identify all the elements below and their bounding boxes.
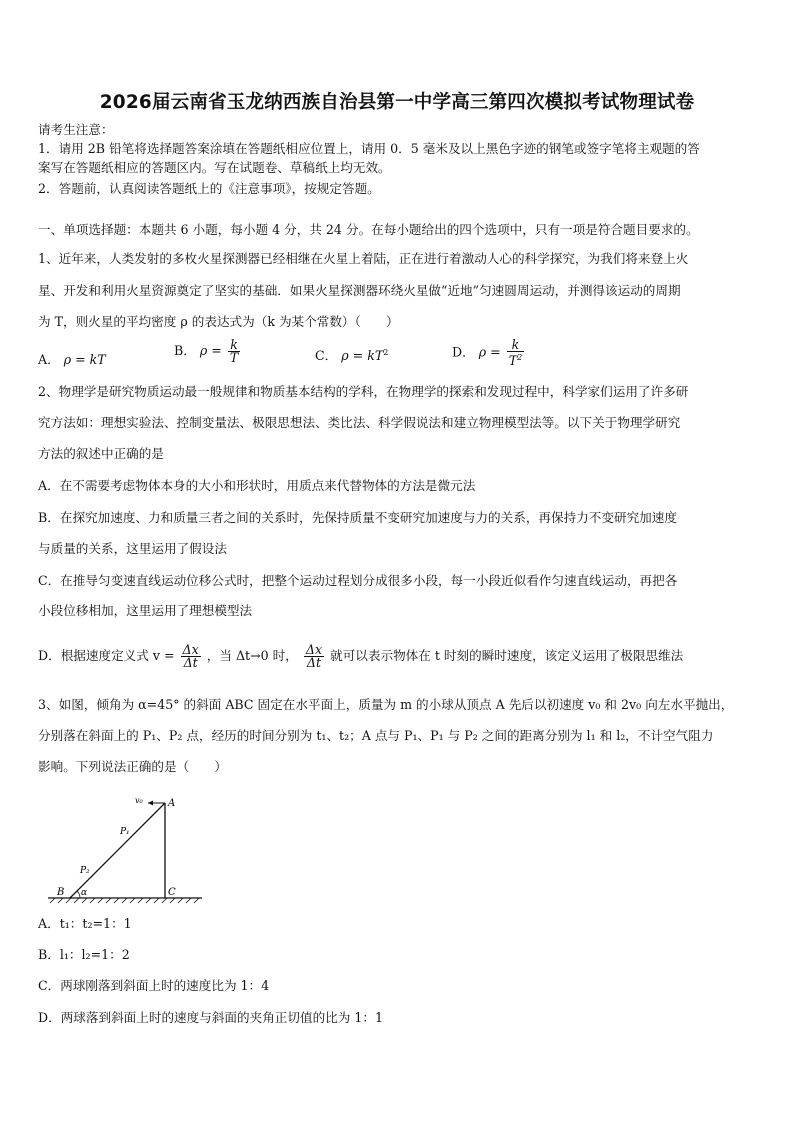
- label-c: C: [168, 887, 176, 898]
- label-v0: v₀: [135, 796, 143, 805]
- q1-option-b-numerator: k: [228, 339, 240, 352]
- q3-option-c[interactable]: C．两球刚落到斜面上时的速度比为 1：4: [38, 978, 270, 993]
- q2-option-d-numerator-2: Δx: [305, 642, 323, 657]
- q1-option-d-lhs: ρ =: [478, 344, 501, 360]
- notice-item-1-line-2: 案写在答题纸相应的答题区内。写在试题卷、草稿纸上均无效。: [38, 160, 391, 175]
- q2-option-c-line-2[interactable]: 小段位移相加，这里运用了理想模型法: [38, 603, 253, 618]
- q3-line-3: 影响。下列说法正确的是（ ）: [38, 759, 227, 774]
- q1-option-d-fraction: [507, 339, 525, 367]
- q2-option-d-fraction-2: [304, 644, 324, 669]
- q1-option-d-label: D．: [452, 344, 475, 360]
- q1-option-b-label: B．: [174, 343, 196, 358]
- q2-option-b-line-1[interactable]: B．在探究加速度、力和质量三者之间的关系时，先保持质量不变研究加速度与力的关系，再保持力不变研究加速度: [38, 510, 677, 525]
- q3-option-a[interactable]: A．t₁：t₂=1：1: [38, 916, 132, 931]
- q2-option-d-fraction-1: [181, 644, 201, 669]
- q2-option-d-denominator-2: Δt: [306, 655, 322, 670]
- section-1-heading: 一、单项选择题：本题共 6 小题，每小题 4 分，共 24 分。在每小题给出的四个选项中，只有一项是符合题目要求的。: [38, 222, 699, 237]
- label-b: B: [57, 887, 65, 898]
- q1-line-1: 1、近年来，人类发射的多枚火星探测器已经相继在火星上着陆，正在进行着激动人心的科学探究，为我们将来登上火: [38, 251, 689, 266]
- q2-option-d-part-1: D．根据速度定义式 v =: [38, 648, 175, 663]
- q2-option-d-numerator-1: Δx: [182, 642, 199, 657]
- q1-option-a-expr: ρ = kT: [63, 352, 106, 367]
- q3-line-2: 分别落在斜面上的 P₁、P₂ 点，经历的时间分别为 t₁、t₂；A 点与 P₁、P₁ 与 P₂ 之间的距离分别为 l₁ 和 l₂，不计空气阻力: [38, 728, 714, 743]
- q1-option-b-lhs: ρ =: [199, 343, 222, 358]
- q2-option-c-line-1[interactable]: C．在推导匀变速直线运动位移公式时，把整个运动过程划分成很多小段，每一小段近似看作匀速直线运动，再把各: [38, 573, 678, 588]
- label-p1: P₁: [120, 827, 130, 837]
- velocity-arrowhead: [148, 801, 153, 806]
- incline-line: [70, 803, 165, 898]
- q1-option-c-exponent: 2: [383, 347, 389, 357]
- q2-option-d-part-3: 就可以表示物体在 t 时刻的瞬时速度，该定义运用了极限思维法: [330, 648, 684, 663]
- incline-diagram: [40, 790, 210, 905]
- label-a: A: [168, 798, 176, 809]
- notice-item-1-line-1: 1．请用 2B 铅笔将选择题答案涂填在答题纸相应位置上，请用 0．5 毫米及以上黑色字迹的钢笔或签字笔将主观题的答: [38, 141, 700, 156]
- label-alpha: α: [81, 888, 88, 898]
- ground-hatch: [50, 898, 199, 903]
- q2-option-d[interactable]: [38, 640, 683, 672]
- q3-line-1: 3、如图，倾角为 α=45° 的斜面 ABC 固定在水平面上，质量为 m 的小球从顶点 A 先后以初速度 v₀ 和 2v₀ 向左水平抛出，: [38, 697, 734, 712]
- q1-option-c-expr: ρ = kT: [341, 348, 384, 363]
- q1-option-a-label: A．: [38, 352, 60, 367]
- q1-options: [38, 337, 758, 371]
- label-p2: P₂: [80, 866, 90, 876]
- q1-option-d-denominator: [507, 352, 525, 367]
- q1-line-2: 星、开发和利用火星资源奠定了坚实的基础．如果火星探测器环绕火星做“近地”匀速圆周运动，并测得该运动的周期: [38, 283, 681, 298]
- q1-option-c-label: C．: [315, 348, 338, 363]
- q1-line-3: 为 T，则火星的平均密度 ρ 的表达式为（k 为某个常数）（ ）: [38, 314, 399, 329]
- q2-option-d-denominator-1: Δt: [183, 655, 198, 670]
- q1-option-d-denominator-base: T: [508, 353, 518, 369]
- angle-arc: [77, 891, 80, 898]
- q2-line-3: 方法的叙述中正确的是: [38, 446, 164, 461]
- page-title: 2026届云南省玉龙纳西族自治县第一中学高三第四次模拟考试物理试卷: [99, 92, 695, 113]
- q2-line-1: 2、物理学是研究物质运动最一般规律和物质基本结构的学科，在物理学的探索和发现过程中，科学家们运用了许多研: [38, 384, 689, 399]
- q2-option-d-part-2: ，当 Δt→0 时，: [206, 648, 298, 663]
- notice-heading: 请考生注意：: [38, 122, 114, 137]
- q1-option-d-exponent: 2: [517, 353, 523, 362]
- q1-option-d-numerator: k: [507, 339, 525, 352]
- q1-option-c[interactable]: [315, 345, 388, 364]
- q1-option-b-fraction: [228, 339, 240, 364]
- q2-option-a[interactable]: A．在不需要考虑物体本身的大小和形状时，用质点来代替物体的方法是微元法: [38, 478, 476, 493]
- q1-option-d[interactable]: [452, 339, 526, 367]
- q2-option-b-line-2[interactable]: 与质量的关系，这里运用了假设法: [38, 541, 227, 556]
- q1-option-b[interactable]: [174, 339, 242, 364]
- q3-option-d[interactable]: D．两球落到斜面上时的速度与斜面的夹角正切值的比为 1：1: [38, 1010, 383, 1025]
- q3-option-b[interactable]: B．l₁：l₂=1：2: [38, 947, 130, 962]
- q1-option-b-denominator: T: [229, 350, 239, 365]
- notice-item-2: 2．答题前，认真阅读答题纸上的《注意事项》，按规定答题。: [38, 181, 380, 196]
- q1-option-a[interactable]: [38, 349, 106, 368]
- q2-line-2: 究方法如：理想实验法、控制变量法、极限思想法、类比法、科学假说法和建立物理模型法等。以下关于物理学研究: [38, 415, 681, 430]
